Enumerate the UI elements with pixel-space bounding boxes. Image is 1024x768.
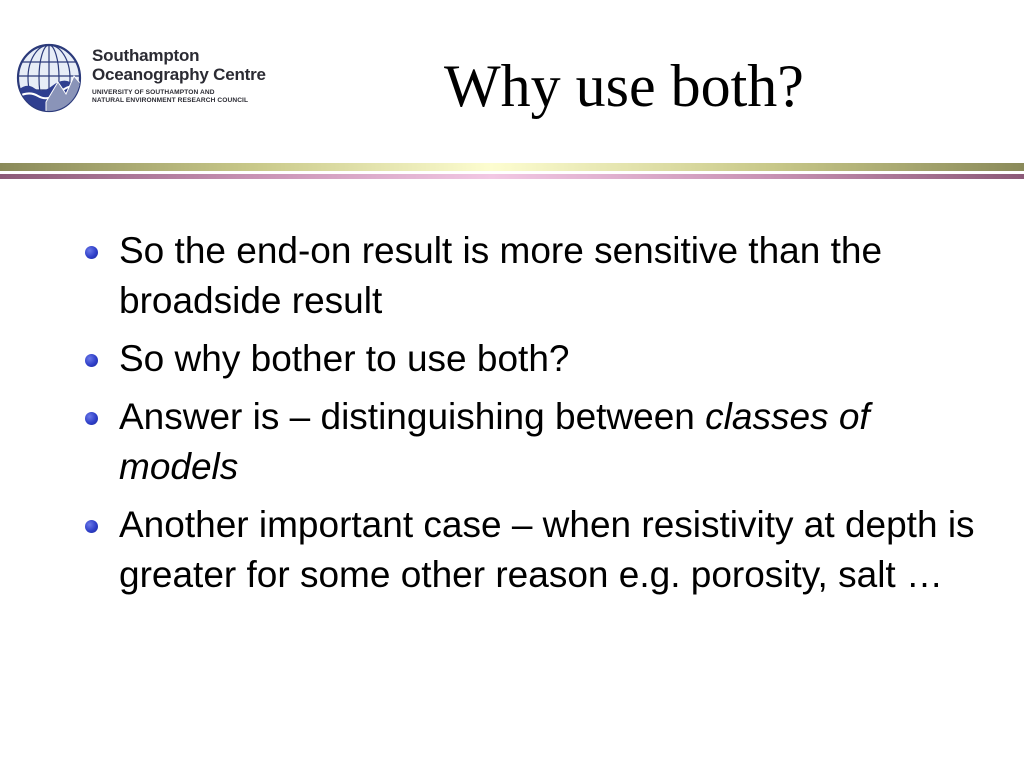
logo-sub-line1: UNIVERSITY OF SOUTHAMPTON AND <box>92 89 215 96</box>
bullet-dot-icon <box>85 354 98 367</box>
bullet-text-emphasis: classes of models <box>119 396 870 487</box>
divider-bottom <box>0 174 1024 179</box>
bullet-item <box>80 226 980 326</box>
organization-logo <box>16 42 316 116</box>
bullet-item <box>80 334 980 384</box>
logo-name-line2: Oceanography Centre <box>92 65 266 84</box>
bullet-text: Answer is – distinguishing between <box>119 396 706 437</box>
divider-top <box>0 163 1024 171</box>
bullet-item <box>80 392 980 492</box>
logo-sub-line2: NATURAL ENVIRONMENT RESEARCH COUNCIL <box>92 97 249 104</box>
bullet-text: So the end-on result is more sensitive than the broadside result <box>119 230 883 321</box>
bullet-text: So why bother to use both? <box>119 338 570 379</box>
bullet-text: Another important case – when resistivity at depth is greater for some other reason e.g. porosity, salt … <box>119 504 975 595</box>
bullet-item <box>80 500 980 600</box>
bullet-dot-icon <box>85 412 98 425</box>
globe-waves-icon <box>16 42 82 114</box>
logo-text <box>92 46 322 105</box>
bullet-dot-icon <box>85 520 98 533</box>
bullet-list <box>80 226 980 608</box>
logo-name-line1: Southampton <box>92 46 200 65</box>
slide-title: Why use both? <box>444 53 804 119</box>
bullet-dot-icon <box>85 246 98 259</box>
